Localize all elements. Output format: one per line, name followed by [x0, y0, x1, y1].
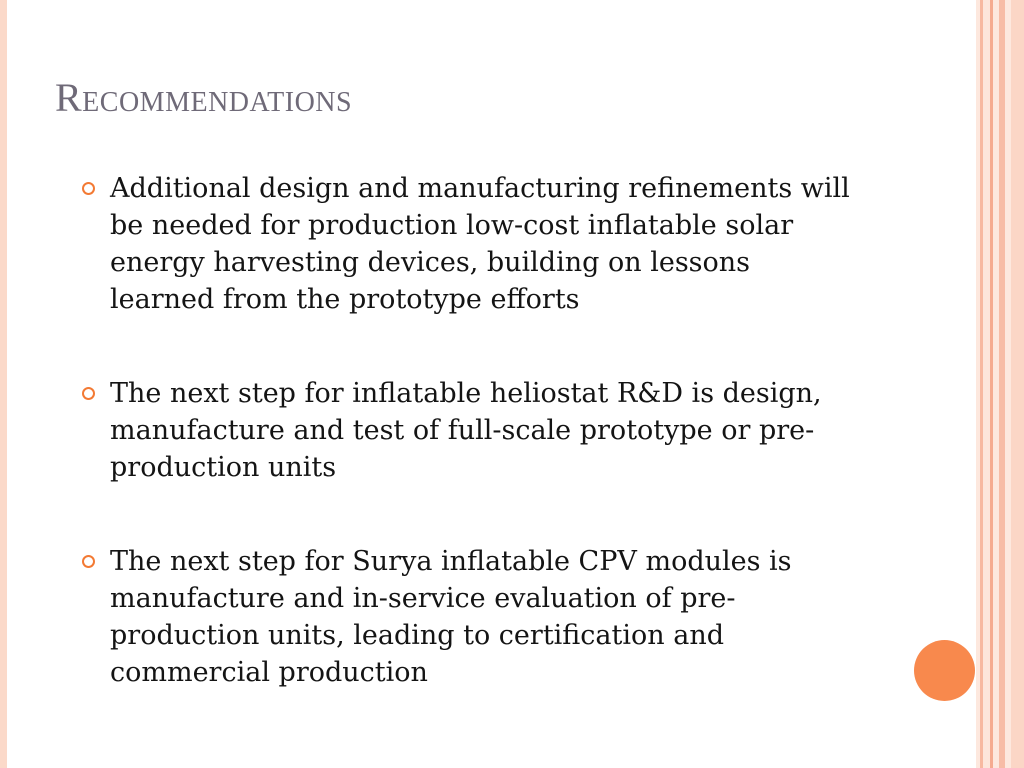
bullet-text: Additional design and manufacturing refinements will be needed for production low-cost inflatable solar energy harvesting devices, building on lessons learned from the prototype efforts: [110, 173, 850, 315]
stripe: [983, 0, 990, 768]
bullet-item: [80, 543, 860, 691]
bullet-text: The next step for inflatable heliostat R&D is design, manufacture and test of full-scale prototype or pre-production units: [110, 378, 822, 483]
bullet-item: [80, 375, 860, 486]
slide-title: Recommendations: [55, 75, 353, 120]
bullet-item: [80, 170, 860, 318]
bullet-text: The next step for Surya inflatable CPV modules is manufacture and in-service evaluation of pre-production units, leading to certification and commercial production: [110, 546, 792, 688]
bullet-circle-icon: [82, 182, 95, 195]
bullet-circle-icon: [82, 555, 95, 568]
stripe: [1011, 0, 1024, 768]
right-stripe-decoration: [976, 0, 1024, 768]
left-border-decoration: [0, 0, 7, 768]
bullet-list: [80, 170, 860, 691]
orange-circle-decoration: [914, 640, 975, 701]
bullet-circle-icon: [82, 387, 95, 400]
